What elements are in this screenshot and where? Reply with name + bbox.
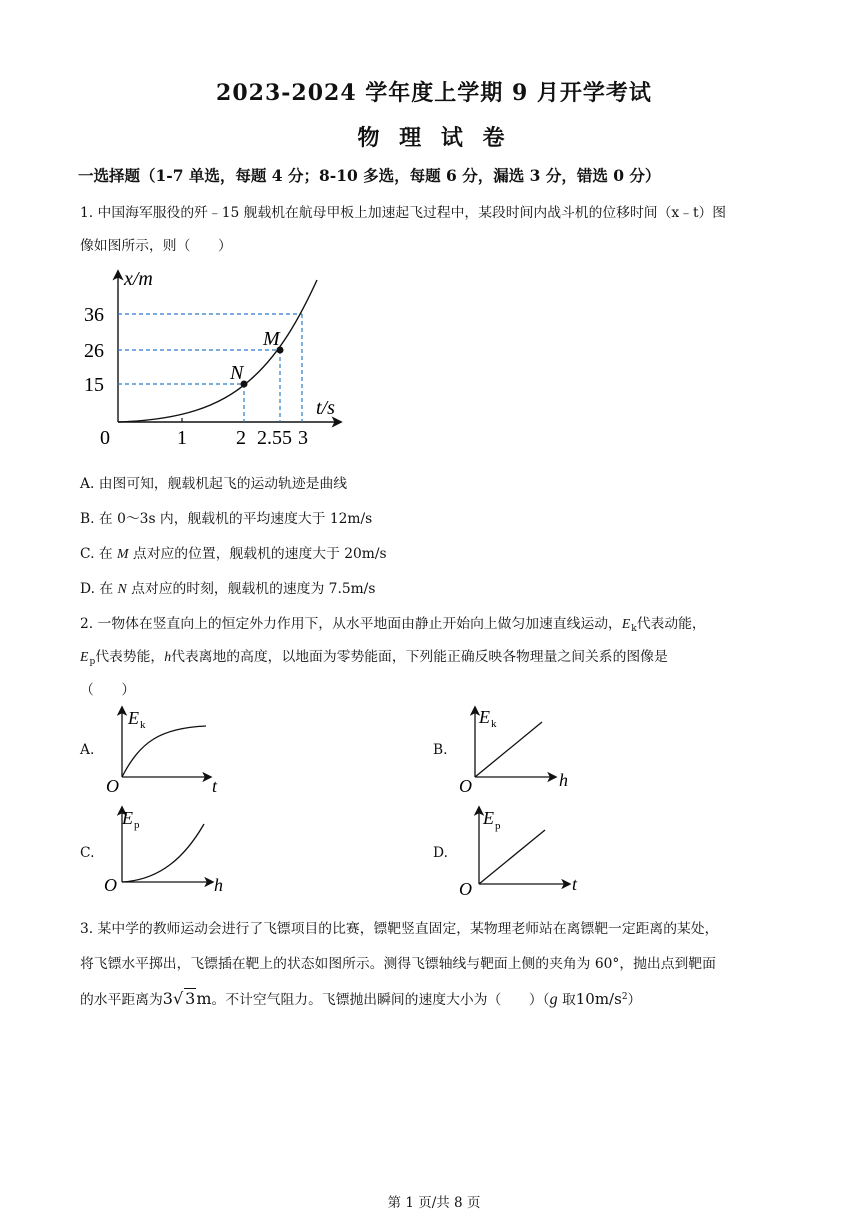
svg-text:O: O xyxy=(459,776,472,796)
q2-stem-line1: 2. 一物体在竖直向上的恒定外力作用下，从水平地面由静止开始向上做匀加速直线运动，$E_k$代表动能， xyxy=(80,616,706,634)
q1-curve xyxy=(118,280,317,422)
exam-title: 2023-2024 学年度上学期 9 月开学考试 xyxy=(216,80,652,106)
q2-a-curve xyxy=(122,726,206,777)
q1-xtick-255: 2.55 xyxy=(257,427,292,449)
svg-text:E: E xyxy=(483,808,494,828)
q1-xtick-0: 0 xyxy=(100,427,110,449)
svg-text:E: E xyxy=(479,707,490,727)
q1-xt-graph xyxy=(80,262,350,452)
svg-text:O: O xyxy=(106,776,119,796)
q1-label-n: N xyxy=(230,362,244,384)
q3-stem-line3: 的水平距离为3√ 3m。不计空气阻力。飞镖抛出瞬间的速度大小为（ ）（g 取$10m/s^2$） xyxy=(80,989,642,1008)
q1-xtick-2: 2 xyxy=(236,427,246,449)
q2-graph-b xyxy=(455,702,585,797)
q1-ytick-36: 36 xyxy=(84,304,104,326)
svg-text:O: O xyxy=(104,875,117,895)
q1-option-b: B. 在 0～3s 内，舰载机的平均速度大于 12m/s xyxy=(80,511,373,527)
q2-option-c-label: C. xyxy=(80,845,95,861)
q1-option-a: A. 由图可知，舰载机起飞的运动轨迹是曲线 xyxy=(80,476,348,492)
q1-stem-line2: 像如图所示，则（ ） xyxy=(80,238,232,254)
q3-sqrt-expr: 3√ 3 xyxy=(162,989,196,1008)
q2-graph-c xyxy=(100,802,235,897)
q3-stem-line2: 将飞镖水平掷出，飞镖插在靶上的状态如图所示。测得飞镖轴线与靶面上侧的夹角为 60°，抛出点到靶面 xyxy=(80,956,716,972)
svg-text:E: E xyxy=(128,708,139,728)
section-heading: 一选择题（1-7 单选，每题 4 分；8-10 多选，每题 6 分，漏选 3 分，错选 0 分） xyxy=(78,166,661,185)
q1-xtick-3: 3 xyxy=(298,427,308,449)
q2-d-line xyxy=(479,830,545,884)
q1-ytick-15: 15 xyxy=(84,374,104,396)
svg-text:k: k xyxy=(140,719,146,731)
q1-ytick-26: 26 xyxy=(84,340,104,362)
q1-option-c: C. 在 M 点对应的位置，舰载机的速度大于 20m/s xyxy=(80,546,387,562)
q1-ylabel: x/m xyxy=(124,268,153,290)
q2-option-b-label: B. xyxy=(433,742,448,758)
q1-xlabel: t/s xyxy=(316,397,335,419)
q1-xtick-1: 1 xyxy=(177,427,187,449)
svg-text:p: p xyxy=(495,820,501,832)
svg-text:t: t xyxy=(212,776,218,796)
q2-stem-line3: （ ） xyxy=(80,682,136,698)
q2-option-a-label: A. xyxy=(80,742,95,758)
svg-text:h: h xyxy=(559,770,568,790)
svg-text:t: t xyxy=(572,874,578,894)
page-footer: 第 1 页/共 8 页 xyxy=(387,1195,481,1211)
q1-label-m: M xyxy=(263,328,280,350)
svg-text:h: h xyxy=(214,875,223,895)
q1-option-d: D. 在 N 点对应的时刻，舰载机的速度为 7.5m/s xyxy=(80,581,376,597)
q3-stem-line1: 3. 某中学的教师运动会进行了飞镖项目的比赛，镖靶竖直固定，某物理老师站在离镖靶一定距离的某处， xyxy=(80,921,719,937)
exam-subtitle: 物 理 试 卷 xyxy=(357,125,511,151)
q2-graph-d xyxy=(455,802,590,897)
q2-option-d-label: D. xyxy=(433,845,448,861)
svg-text:O: O xyxy=(459,879,472,897)
q1-stem-line1: 1. 中国海军服役的歼﹣15 舰载机在航母甲板上加速起飞过程中，某段时间内战斗机的位移时间（x﹣t）图 xyxy=(80,205,727,221)
svg-text:p: p xyxy=(134,819,140,831)
svg-text:k: k xyxy=(491,718,497,730)
q2-stem-line2: $E_p$代表势能，h代表离地的高度，以地面为零势能面，下列能正确反映各物理量之间关系的图像是 xyxy=(80,649,668,667)
svg-text:E: E xyxy=(122,808,133,828)
q2-graph-a xyxy=(100,702,230,797)
q2-b-line xyxy=(475,722,542,777)
q2-c-curve xyxy=(122,824,204,882)
